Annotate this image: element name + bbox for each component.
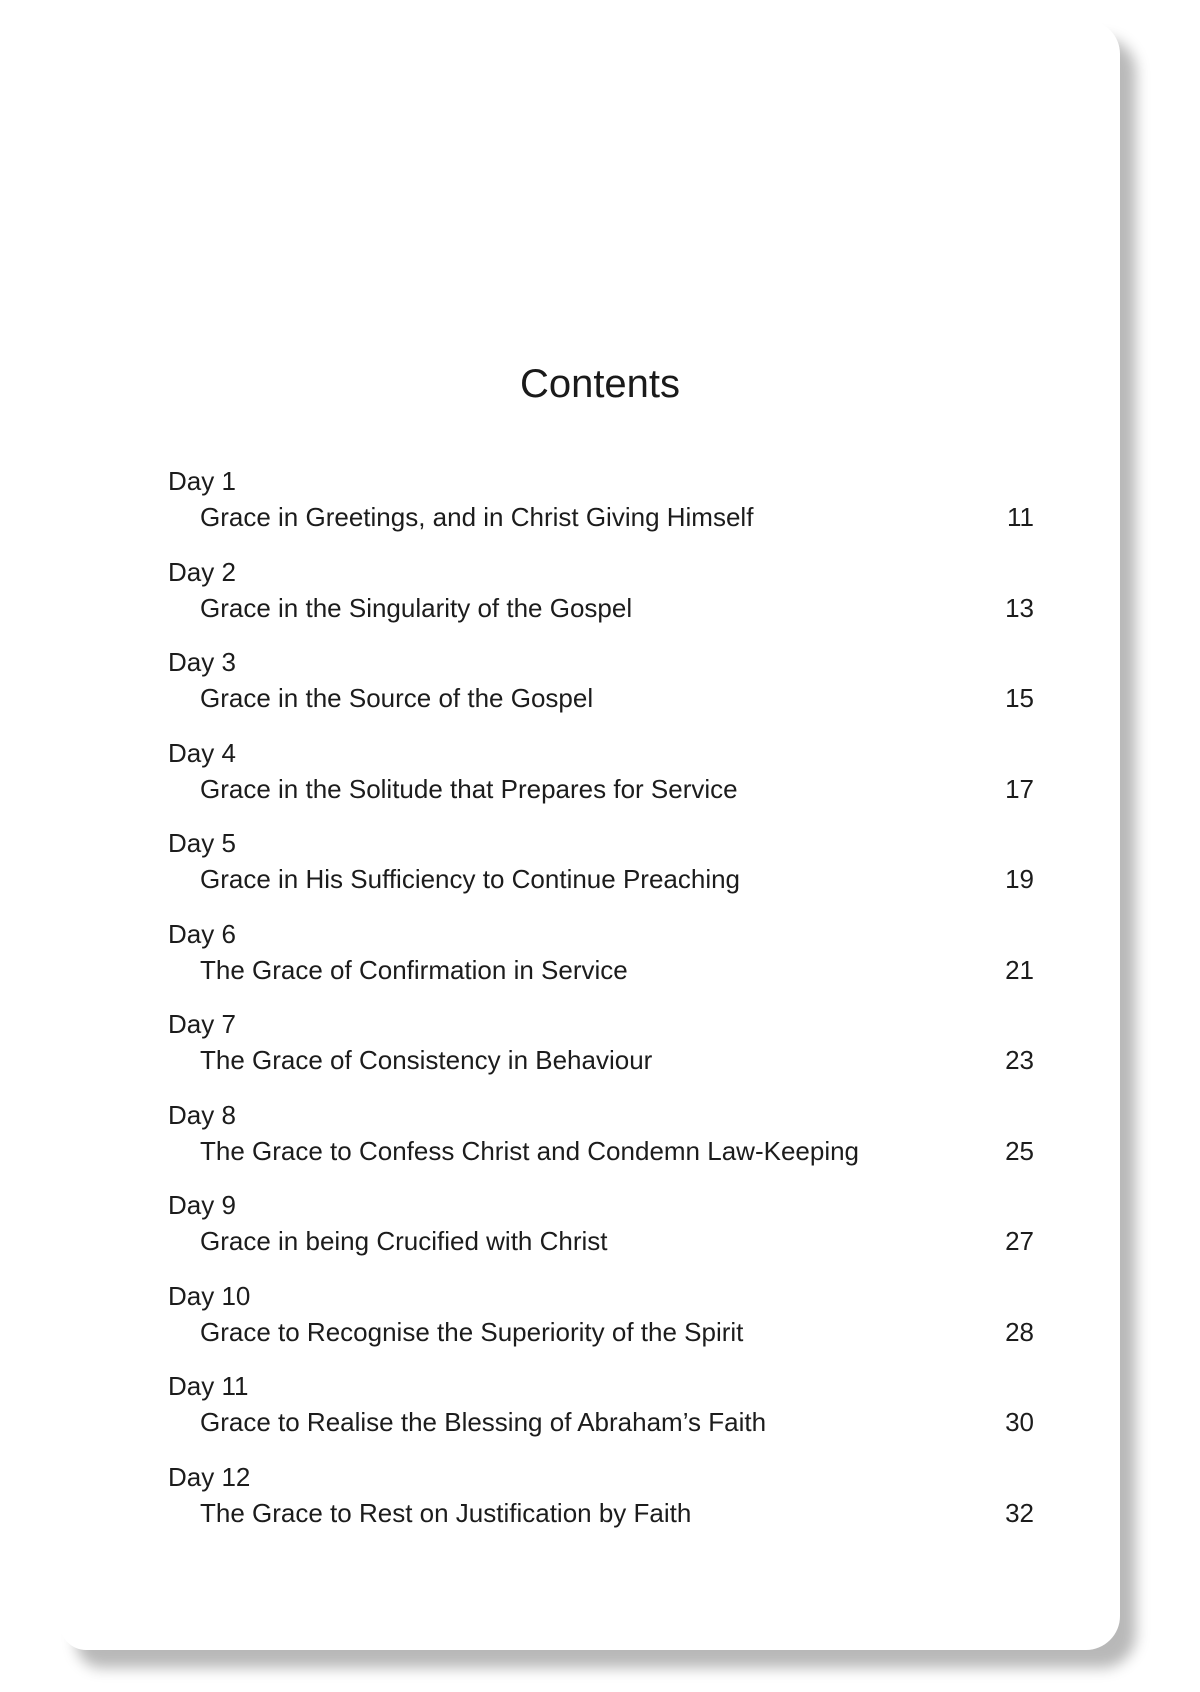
toc-page-number: 23: [1005, 1045, 1034, 1075]
toc-entry: [168, 1097, 1034, 1188]
toc-day-label: Day 9: [168, 1190, 236, 1220]
document-page: [60, 20, 1120, 1650]
toc-page-number: 27: [1005, 1226, 1034, 1256]
toc-day-label: Day 1: [168, 466, 236, 496]
toc-chapter-title: Grace in being Crucified with Christ: [200, 1226, 608, 1256]
table-of-contents: [168, 463, 1034, 1549]
toc-day-label: Day 6: [168, 918, 236, 949]
toc-day-label: Day 12: [168, 1461, 251, 1492]
toc-chapter-title: Grace in the Singularity of the Gospel: [200, 592, 633, 623]
toc-chapter-title: Grace in the Source of the Gospel: [200, 683, 594, 713]
toc-chapter-title: Grace in Greetings, and in Christ Giving Himself: [200, 502, 754, 532]
toc-entry: [168, 825, 1034, 916]
toc-day-label: Day 10: [168, 1280, 251, 1311]
toc-day-label: Day 3: [168, 647, 236, 677]
toc-chapter-title: The Grace to Confess Christ and Condemn Law-Keeping: [200, 1135, 860, 1166]
toc-page-number: 19: [1005, 864, 1034, 894]
toc-day-label: Day 2: [168, 556, 236, 587]
toc-entry: [168, 1006, 1034, 1097]
toc-entry: [168, 554, 1034, 645]
toc-chapter-title: Grace in the Solitude that Prepares for Service: [200, 773, 738, 804]
toc-chapter-title: The Grace to Rest on Justification by Faith: [200, 1497, 692, 1528]
toc-page-number: 11: [1007, 502, 1034, 532]
toc-entry: [168, 463, 1034, 554]
toc-day-label: Day 5: [168, 828, 236, 858]
toc-entry: [168, 1459, 1034, 1550]
toc-chapter-title: Grace in His Sufficiency to Continue Preaching: [200, 864, 741, 894]
toc-day-label: Day 4: [168, 737, 236, 768]
toc-page-number: 28: [1005, 1316, 1034, 1347]
toc-page-number: 32: [1005, 1497, 1034, 1528]
toc-page-number: 25: [1005, 1135, 1034, 1166]
toc-day-label: Day 8: [168, 1099, 236, 1130]
toc-entry: [168, 916, 1034, 1007]
toc-day-label: Day 7: [168, 1009, 236, 1039]
toc-chapter-title: The Grace of Confirmation in Service: [200, 954, 628, 985]
toc-chapter-title: The Grace of Consistency in Behaviour: [200, 1045, 653, 1075]
toc-entry: [168, 1187, 1034, 1278]
page-title: Contents: [519, 362, 681, 406]
toc-entry: [168, 1278, 1034, 1369]
toc-entry: [168, 735, 1034, 826]
toc-entry: [168, 644, 1034, 735]
toc-day-label: Day 11: [168, 1371, 249, 1401]
toc-entry: [168, 1368, 1034, 1459]
toc-page-number: 17: [1005, 773, 1034, 804]
toc-page-number: 15: [1005, 683, 1034, 713]
toc-page-number: 30: [1005, 1407, 1034, 1437]
toc-page-number: 13: [1005, 592, 1034, 623]
toc-page-number: 21: [1005, 954, 1034, 985]
toc-chapter-title: Grace to Recognise the Superiority of the Spirit: [200, 1316, 744, 1347]
toc-chapter-title: Grace to Realise the Blessing of Abraham’s Faith: [200, 1407, 767, 1437]
